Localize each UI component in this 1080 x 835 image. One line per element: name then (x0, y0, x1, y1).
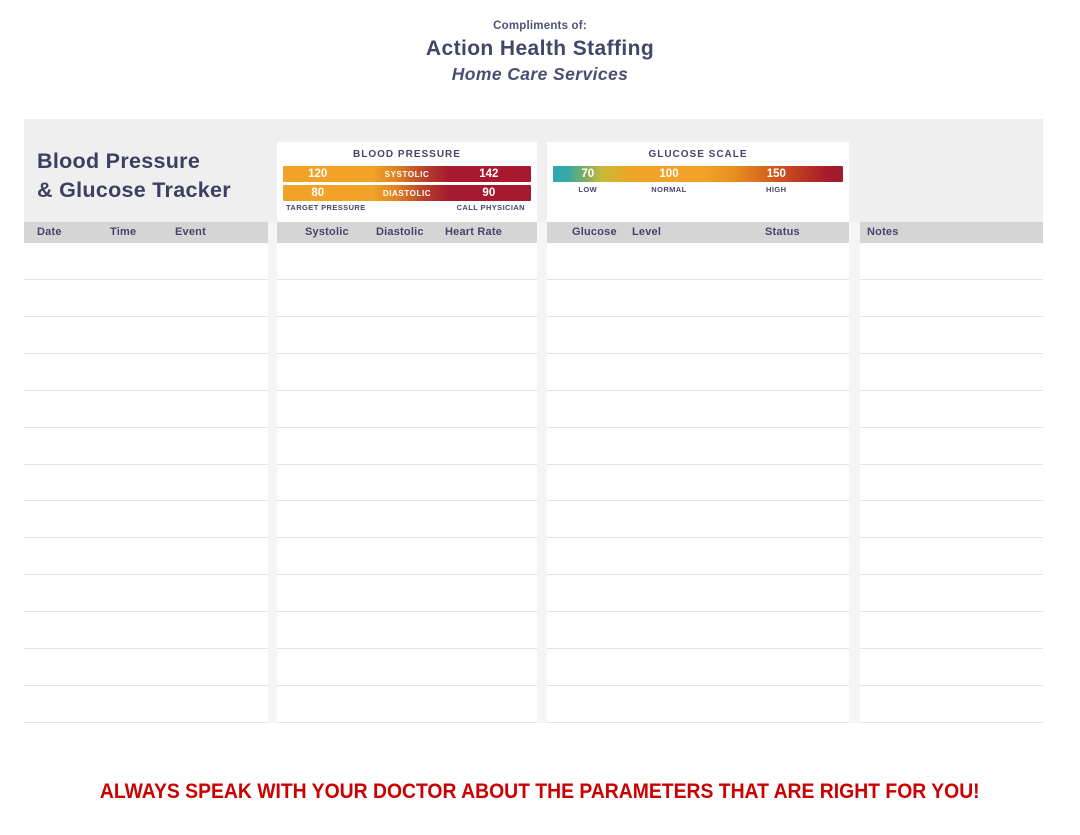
column-gap (849, 222, 860, 723)
table-row-cell (547, 354, 849, 391)
table-row-cell (277, 243, 537, 280)
glucose-scale-bar (553, 166, 843, 182)
table-row-cell (277, 280, 537, 317)
disclaimer-text: ALWAYS SPEAK WITH YOUR DOCTOR ABOUT THE PARAMETERS THAT ARE RIGHT FOR YOU! (100, 779, 980, 803)
table-row-cell (277, 575, 537, 612)
table-row-cell (547, 428, 849, 465)
table-row-cell (860, 501, 1043, 538)
diastolic-label: DIASTOLIC (382, 189, 432, 198)
table-row-cell (277, 428, 537, 465)
systolic-label: SYSTOLIC (384, 170, 430, 179)
header-group-glucose (547, 222, 849, 243)
table-row-cell (860, 612, 1043, 649)
column-header-time: Time (110, 226, 137, 238)
systolic-alert-value: 142 (479, 167, 499, 180)
glucose-low-value: 70 (581, 167, 595, 180)
table-row-cell (24, 428, 268, 465)
glucose-normal-value: 100 (659, 167, 679, 180)
table-row-cell (24, 465, 268, 502)
target-pressure-caption: TARGET PRESSURE (286, 203, 366, 212)
glucose-scale-title: GLUCOSE SCALE (648, 149, 748, 160)
column-header-date: Date (37, 226, 62, 238)
column-header-systolic: Systolic (305, 226, 349, 238)
glucose-normal-label: NORMAL (651, 185, 687, 194)
table-row-cell (860, 280, 1043, 317)
table-row-cell (860, 354, 1043, 391)
table-row-cell (860, 465, 1043, 502)
disclaimer (0, 779, 1080, 804)
table-row-cell (24, 649, 268, 686)
table-row-cell (277, 538, 537, 575)
table-column-glucose (547, 243, 849, 723)
column-header-level: Level (632, 226, 662, 238)
table-row-cell (860, 391, 1043, 428)
column-header-event: Event (175, 226, 206, 238)
header-group-datetime (24, 222, 268, 243)
page-title-line2: & Glucose Tracker (37, 178, 231, 202)
glucose-high-value: 150 (766, 167, 786, 180)
table-row-cell (24, 538, 268, 575)
table-row-cell (860, 243, 1043, 280)
table-row-cell (24, 575, 268, 612)
table-row-cell (547, 649, 849, 686)
column-gap (537, 222, 547, 723)
systolic-target-value: 120 (308, 167, 328, 180)
page-title-line1: Blood Pressure (37, 149, 201, 173)
table-row-cell (547, 391, 849, 428)
glucose-scale-panel (547, 142, 849, 222)
table-row-cell (547, 575, 849, 612)
glucose-high-label: HIGH (766, 185, 787, 194)
column-header-diastolic: Diastolic (376, 226, 424, 238)
column-gap (268, 222, 277, 723)
table-row-cell (547, 280, 849, 317)
page-title (37, 147, 231, 205)
diastolic-scale-bar (283, 185, 531, 201)
table-row-cell (277, 501, 537, 538)
table-row-cell (547, 612, 849, 649)
table-row-cell (547, 243, 849, 280)
table-row-cell (277, 354, 537, 391)
table-row-cell (860, 649, 1043, 686)
table-column-bp (277, 243, 537, 723)
table-row-cell (860, 428, 1043, 465)
table-column-datetime (24, 243, 268, 723)
blood-pressure-scale-panel (277, 142, 537, 222)
header-group-notes (860, 222, 1043, 243)
column-header-heart-rate: Heart Rate (445, 226, 503, 238)
column-header-notes: Notes (867, 226, 899, 238)
tracker-sheet (24, 119, 1043, 723)
masthead (0, 20, 1080, 85)
table-row-cell (547, 317, 849, 354)
table-row-cell (24, 354, 268, 391)
glucose-low-label: LOW (578, 185, 598, 194)
table-row-cell (547, 686, 849, 723)
blood-pressure-scale-title: BLOOD PRESSURE (353, 149, 461, 160)
header-group-bp (277, 222, 537, 243)
table-row-cell (860, 686, 1043, 723)
table-row-cell (547, 538, 849, 575)
systolic-scale-bar (283, 166, 531, 182)
diastolic-target-value: 80 (311, 186, 325, 199)
table-row-cell (24, 612, 268, 649)
table-row-cell (860, 317, 1043, 354)
call-physician-caption: CALL PHYSICIAN (456, 203, 525, 212)
table-row-cell (277, 612, 537, 649)
table-row-cell (277, 317, 537, 354)
table-row-cell (24, 501, 268, 538)
organization-name: Action Health Staffing (425, 37, 655, 60)
column-header-status: Status (765, 226, 800, 238)
bp-captions (283, 203, 531, 215)
diastolic-alert-value: 90 (482, 186, 496, 199)
table-row-cell (24, 391, 268, 428)
table-row-cell (277, 391, 537, 428)
column-header-glucose: Glucose (572, 226, 617, 238)
table-row-cell (24, 243, 268, 280)
table-row-cell (547, 501, 849, 538)
organization-tagline: Home Care Services (451, 64, 629, 84)
table-row-cell (547, 465, 849, 502)
table-row-cell (860, 538, 1043, 575)
table-row-cell (24, 317, 268, 354)
table-row-cell (277, 686, 537, 723)
table-column-notes (860, 243, 1043, 723)
compliments-label: Compliments of: (493, 20, 587, 32)
table-row-cell (277, 649, 537, 686)
table-row-cell (24, 280, 268, 317)
table-row-cell (860, 575, 1043, 612)
table-row-cell (277, 465, 537, 502)
table-row-cell (24, 686, 268, 723)
